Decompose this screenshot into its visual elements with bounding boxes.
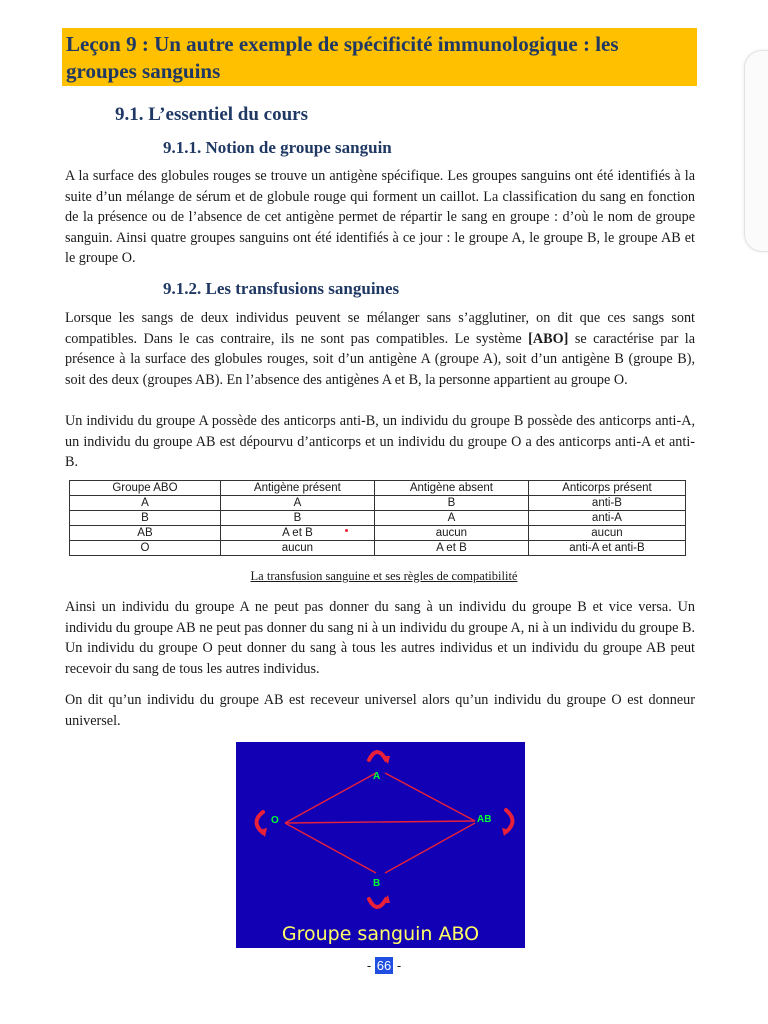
edge-b-ab bbox=[385, 823, 475, 873]
paragraph-transfusions bbox=[65, 308, 695, 390]
table-cell: aucun bbox=[528, 526, 685, 541]
node-label-b: B bbox=[373, 878, 381, 889]
edge-o-a bbox=[285, 773, 376, 823]
table-cell: B bbox=[70, 511, 221, 526]
table-row bbox=[70, 496, 686, 511]
table-cell: aucun bbox=[220, 541, 374, 556]
table-cell: aucun bbox=[374, 526, 528, 541]
abo-diagram bbox=[236, 742, 525, 948]
paragraph-text-after: se caractérise par la présence à la surface des globules rouges, soit d’un antigène A (groupe A), soit d’un antigène B (groupe B), soit des deux (groupes AB). En l’absence des antigènes A et B, la personne appartient au groupe O. bbox=[65, 330, 696, 388]
paragraph-compatibilite: Ainsi un individu du groupe A ne peut pas donner du sang à un individu du groupe B et vice versa. Un individu du groupe AB ne peut pas donner du sang ni à un individu du groupe A, ni à un individu du groupe B. Un individu du groupe O peut donner du sang à tous les autres individus et un individu du groupe AB peut recevoir du sang de tous les autres individus. bbox=[65, 599, 695, 677]
table-header-cell: Antigène présent bbox=[220, 481, 374, 496]
page-curl-edge bbox=[744, 50, 768, 252]
table-header-cell: Groupe ABO bbox=[70, 481, 221, 496]
abo-diagram-graphic bbox=[236, 742, 525, 920]
table-cell: O bbox=[70, 541, 221, 556]
table-cell: anti-B bbox=[528, 496, 685, 511]
table-header-cell: Antigène absent bbox=[374, 481, 528, 496]
paragraph-text-before: Lorsque les sangs de deux individus peuvent se mélanger sans s’agglutiner, on dit que ces sangs sont compatibles. Dans le cas contraire, ils ne sont pas compatibles. Le système bbox=[65, 310, 695, 347]
subsection-heading-2: 9.1.2. Les transfusions sanguines bbox=[163, 279, 400, 298]
edge-o-ab bbox=[285, 821, 475, 823]
arrowhead-a bbox=[382, 756, 390, 764]
table-cell: AB bbox=[70, 526, 221, 541]
table-cell: A bbox=[70, 496, 221, 511]
edge-o-b bbox=[285, 823, 376, 873]
table-header-cell: Anticorps présent bbox=[528, 481, 685, 496]
table-cell: anti-A et anti-B bbox=[528, 541, 685, 556]
table-row bbox=[70, 541, 686, 556]
lesson-title-banner bbox=[62, 28, 697, 86]
node-label-o: O bbox=[271, 815, 279, 826]
table-caption: La transfusion sanguine et ses règles de compatibilité bbox=[250, 569, 518, 583]
table-cell: A bbox=[220, 496, 374, 511]
table-cell: A bbox=[374, 511, 528, 526]
table-row bbox=[70, 511, 686, 526]
table-cell: B bbox=[220, 511, 374, 526]
subsection-heading-1: 9.1.1. Notion de groupe sanguin bbox=[163, 138, 392, 157]
self-loop-arrow-ab bbox=[506, 810, 513, 832]
page-number-prefix: - bbox=[366, 958, 375, 973]
abo-bold-term: [ABO] bbox=[528, 330, 569, 347]
edge-a-ab bbox=[385, 773, 475, 821]
node-label-a: A bbox=[373, 771, 381, 782]
table-cell: A et B bbox=[374, 541, 528, 556]
node-label-ab: AB bbox=[477, 814, 492, 825]
paragraph-anticorps: Un individu du groupe A possède des anticorps anti-B, un individu du groupe B possède des anticorps anti-A, un individu du groupe AB est dépourvu d’anticorps et un individu du groupe O a des anticorps anti-A et anti-B. bbox=[65, 413, 695, 471]
red-dot-mark bbox=[345, 529, 348, 532]
page-number bbox=[0, 958, 768, 973]
diagram-caption: Groupe sanguin ABO bbox=[281, 923, 480, 945]
table-cell: B bbox=[374, 496, 528, 511]
table-cell: A et B bbox=[220, 526, 374, 541]
table-header-row bbox=[70, 481, 686, 496]
abo-table bbox=[69, 480, 686, 556]
page-number-suffix: - bbox=[393, 958, 402, 973]
page-number-value: 66 bbox=[376, 958, 392, 973]
table-row bbox=[70, 526, 686, 541]
section-heading: 9.1. L’essentiel du cours bbox=[115, 104, 309, 125]
lesson-title: Leçon 9 : Un autre exemple de spécificité immunologique : les groupes sanguins bbox=[66, 32, 619, 83]
arrowhead-b bbox=[382, 895, 390, 903]
paragraph-universel: On dit qu’un individu du groupe AB est receveur universel alors qu’un individu du groupe O est donneur universel. bbox=[65, 692, 695, 729]
table-cell: anti-A bbox=[528, 511, 685, 526]
paragraph-groupe-sanguin: A la surface des globules rouges se trouve un antigène spécifique. Les groupes sanguins ont été identifiés à la suite d’un mélange de sérum et de globule rouge qui forment un caillot. La classification du sang en fonction de la présence ou de l’absence de cet antigène permet de répartir le sang en groupe : d’où le nom de groupe sanguin. Ainsi quatre groupes sanguins ont été identifiés à ce jour : le groupe A, le groupe B, le groupe AB et le groupe O. bbox=[65, 168, 695, 267]
